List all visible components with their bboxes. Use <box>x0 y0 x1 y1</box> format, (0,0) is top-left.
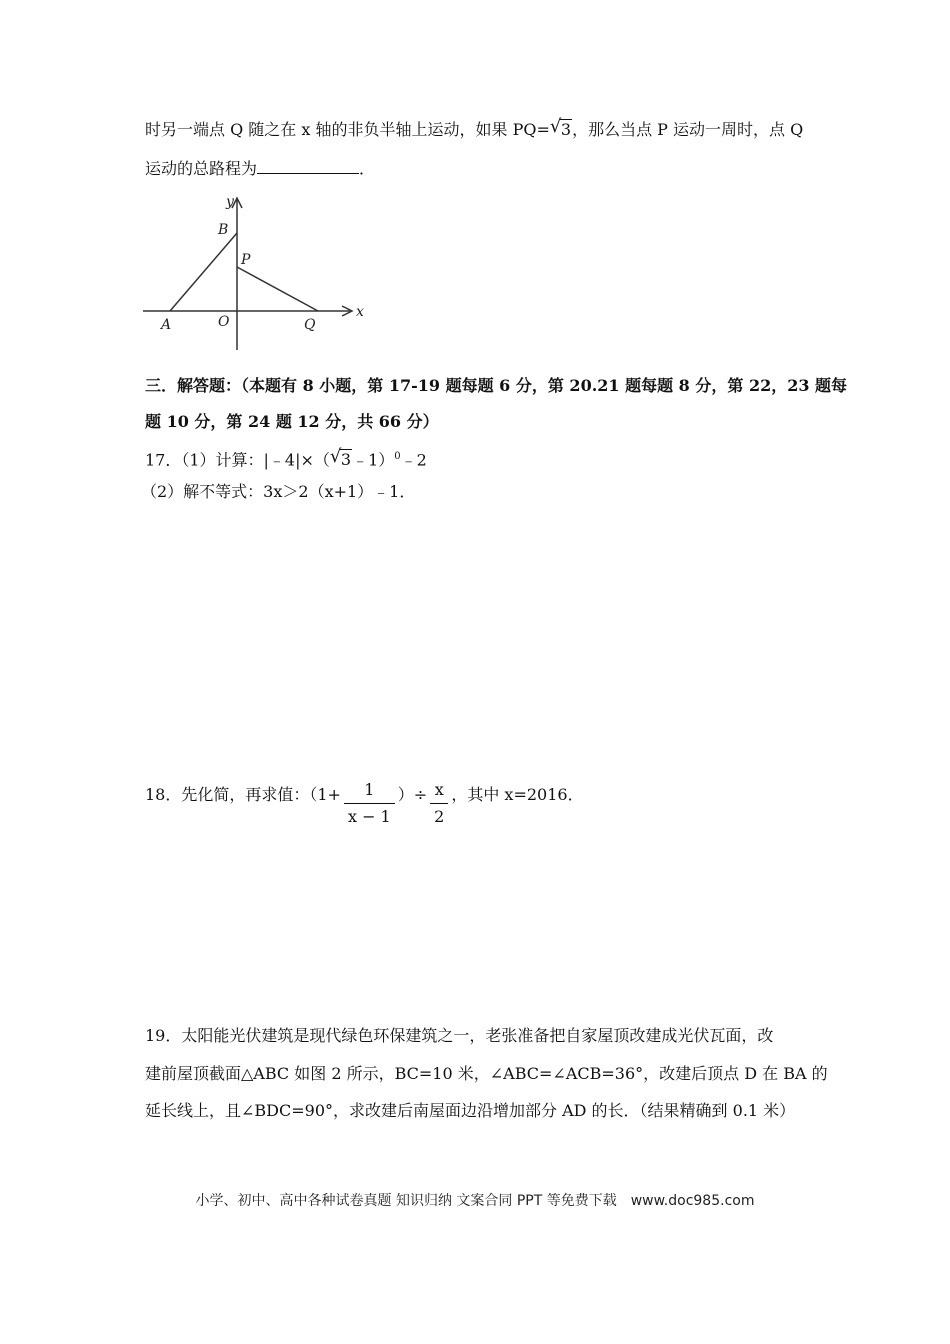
q16-line2-text-b: ． <box>359 159 376 178</box>
q18-text-c: ，其中 x=2016． <box>451 785 584 804</box>
section3-heading-line1: 三．解答题：（本题有 8 小题，第 17-19 题每题 6 分，第 20.21 题每题 8 分，第 22，23 题每 <box>145 376 848 395</box>
sqrt-3: √ 3 <box>329 446 352 470</box>
sqrt-3: √ 3 <box>549 116 572 139</box>
q16-line1-text-b: ，那么当点 P 运动一周时，点 Q <box>572 120 804 139</box>
footer-text: 小学、初中、高中各种试卷真题 知识归纳 文案合同 PPT 等免费下载 www.doc985.com <box>195 1193 755 1209</box>
exponent: 0 <box>394 451 401 462</box>
q16-line1-text-a: 时另一端点 Q 随之在 x 轴的非负半轴上运动，如果 PQ= <box>145 120 550 139</box>
label-Q: Q <box>304 317 316 333</box>
label-y: y <box>226 194 234 210</box>
label-B: B <box>218 222 229 238</box>
label-A: A <box>161 317 172 333</box>
coordinate-figure <box>140 190 380 360</box>
q16-line1 <box>145 118 803 142</box>
q19-line3: 延长线上，且∠BDC=90°，求改建后南屋面边沿增加部分 AD 的长．（结果精确到 0.1 米） <box>145 1101 796 1120</box>
q17-part1-text-b: ﹣1） <box>352 450 395 470</box>
q16-line2-text-a: 运动的总路程为 <box>145 159 258 178</box>
fraction-1-over-x-minus-1: $\frac{1}{x - 1}$ <box>344 778 395 829</box>
label-P: P <box>241 252 251 268</box>
q18-text-a: 18．先化简，再求值：（1+ <box>145 785 341 804</box>
q19-line1: 19．太阳能光伏建筑是现代绿色环保建筑之一，老张准备把自家屋顶改建成光伏瓦面，改 <box>145 1026 774 1045</box>
q17-part1-text-a: 17．（1）计算：|﹣4|×（ <box>145 450 330 470</box>
label-O: O <box>218 314 230 330</box>
q19-line2: 建前屋顶截面△ABC 如图 2 所示，BC=10 米，∠ABC=∠ACB=36°，改建后顶点 D 在 BA 的 <box>145 1064 828 1083</box>
q18-text-b: ）÷ <box>397 785 428 804</box>
answer-blank <box>257 159 359 174</box>
section3-heading-line2: 题 10 分，第 24 题 12 分，共 66 分） <box>145 412 439 431</box>
q18-line <box>145 770 584 826</box>
q17-part2: （2）解不等式：3x＞2（x+1）﹣1． <box>141 482 416 501</box>
q17-part1 <box>145 445 427 472</box>
label-x: x <box>356 304 364 320</box>
q16-line2 <box>145 157 375 181</box>
q17-part1-text-c: ﹣2 <box>400 450 427 470</box>
fraction-x-over-2: $\frac{x}{2}$ <box>430 778 448 829</box>
